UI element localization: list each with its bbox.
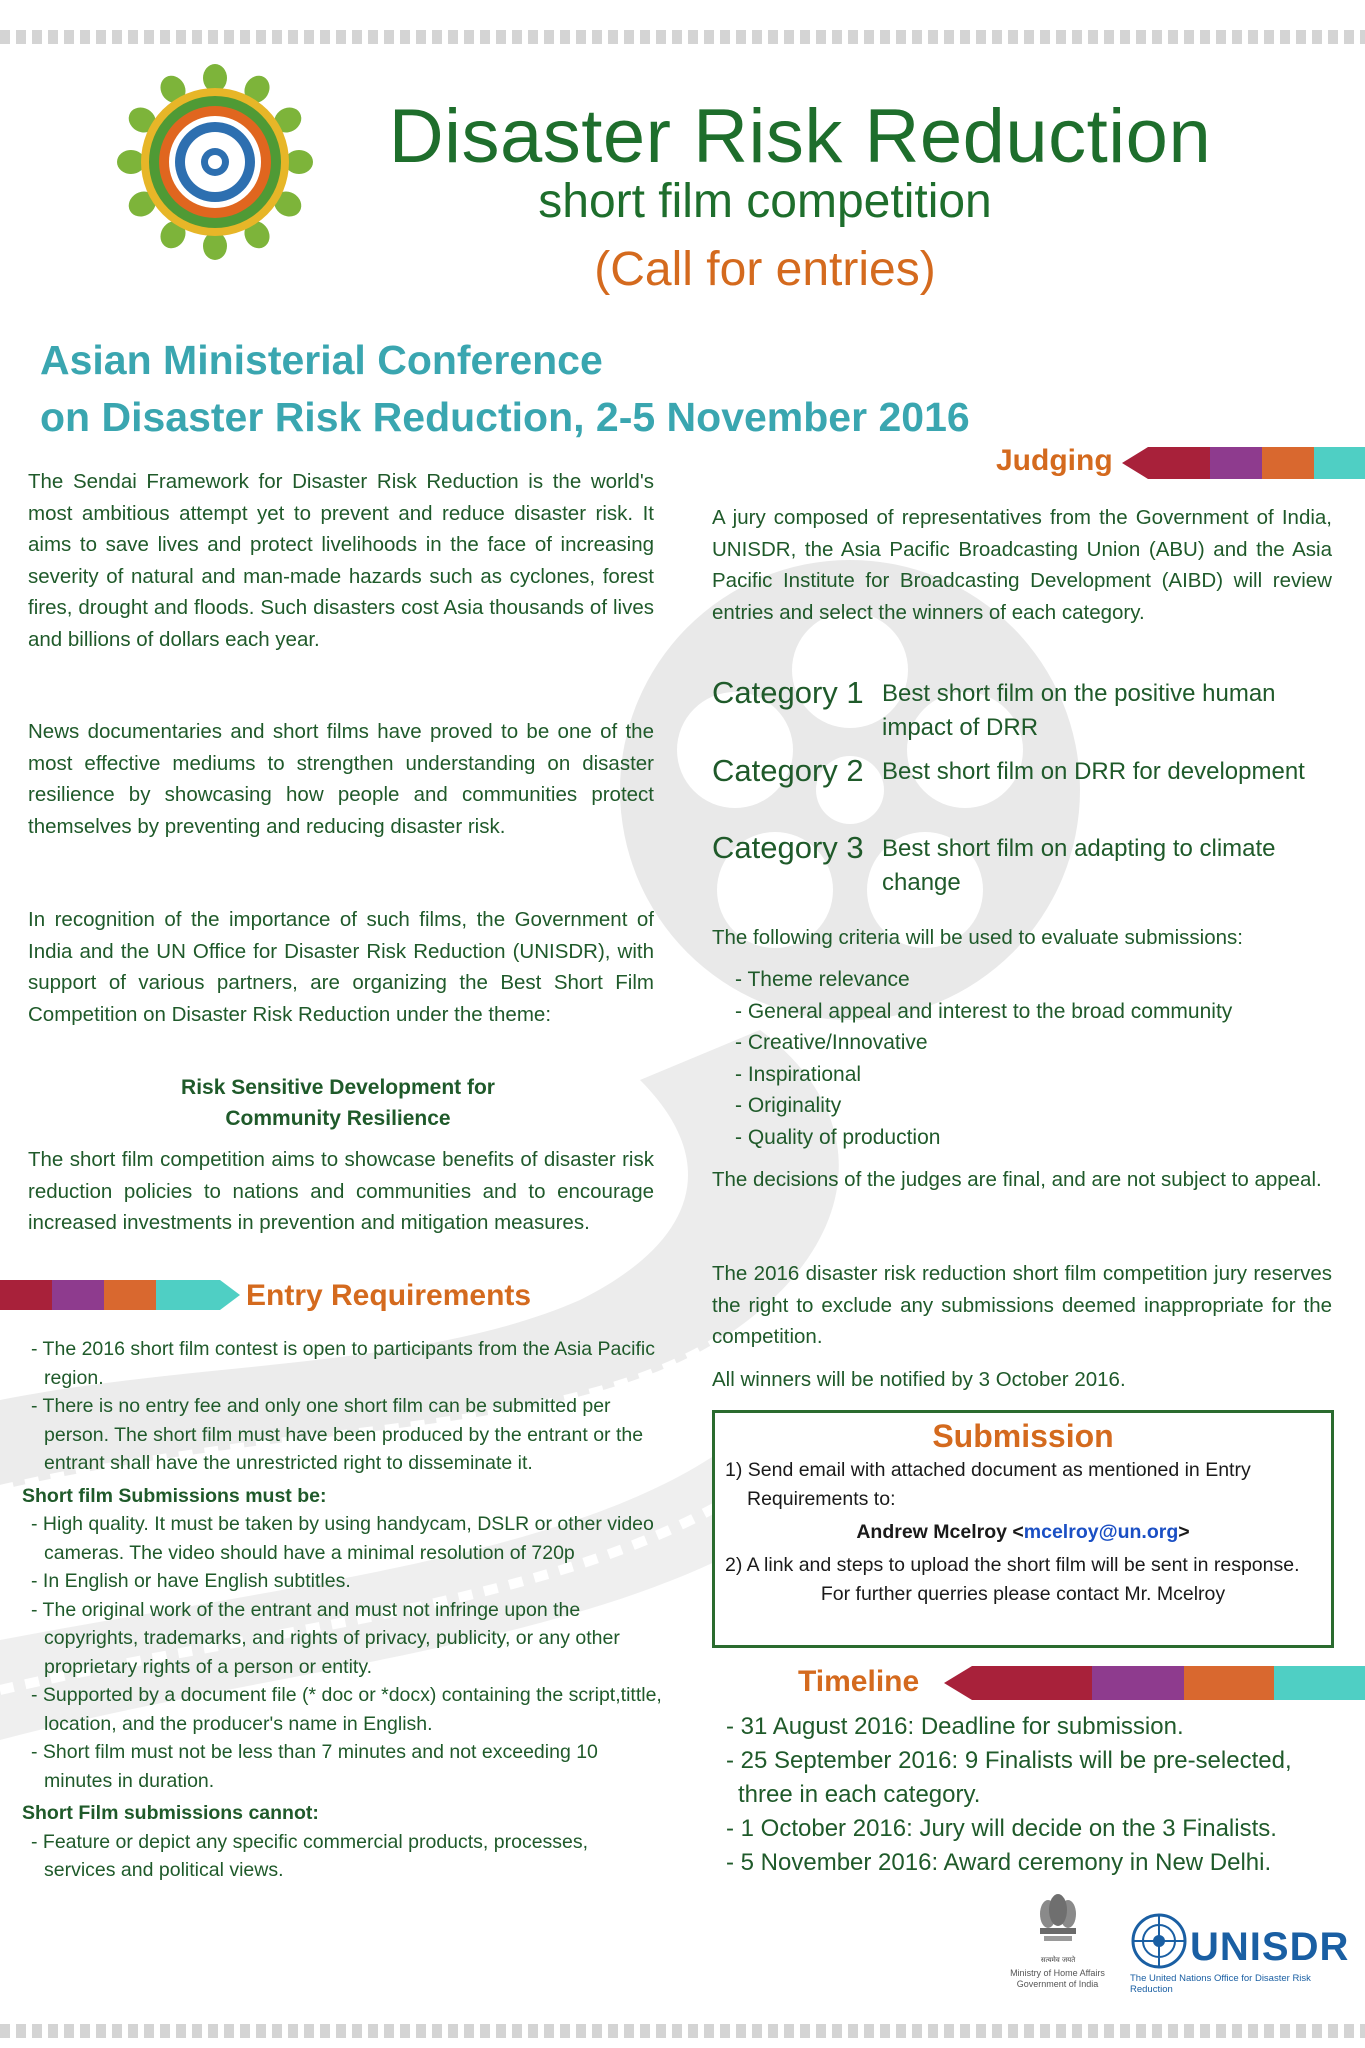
conference-line-1: Asian Ministerial Conference bbox=[40, 337, 603, 383]
intro-paragraph-2: News documentaries and short films have proved to be one of the most effective mediums to strengthen understanding on disaster resilience by showcasing how people and communities protect themselves by preventing and reducing disaster risk. bbox=[28, 720, 654, 838]
conference-line-2: on Disaster Risk Reduction, 2-5 November 2016 bbox=[40, 394, 970, 440]
ribbon-seg bbox=[52, 1280, 104, 1310]
page-subtitle: short film competition bbox=[538, 175, 992, 228]
ribbon-seg bbox=[0, 1280, 52, 1310]
ribbon-arrow bbox=[156, 1280, 240, 1310]
winners-notified-note: All winners will be notified by 3 October 2016. bbox=[712, 1368, 1126, 1391]
drr-emblem-logo bbox=[115, 62, 315, 262]
submission-heading: Submission bbox=[932, 1418, 1114, 1454]
category-label: Category 3 bbox=[712, 830, 864, 865]
judging-heading: Judging bbox=[996, 444, 1113, 477]
intro-paragraph-3: In recognition of the importance of such films, the Government of India and the UN Office for Disaster Risk Reduction (UNISDR), with support of various partners, are organizing the Best Short Film Competition on Disaster Risk Reduction under the theme: bbox=[28, 908, 654, 1026]
must-be-heading: Short film Submissions must be: bbox=[22, 1484, 327, 1507]
criteria-intro: The following criteria will be used to evaluate submissions: bbox=[712, 926, 1243, 949]
goi-line-2: Government of India bbox=[1016, 1979, 1099, 1989]
criteria-list bbox=[735, 964, 1335, 1153]
cannot-heading: Short Film submissions cannot: bbox=[22, 1802, 319, 1824]
theme-line-2: Community Resilience bbox=[225, 1107, 451, 1130]
category-label: Category 2 bbox=[712, 753, 864, 788]
list-item: - High quality. It must be taken by using handycam, DSLR or other video cameras. The video should have a minimal resolution of 720p bbox=[31, 1513, 654, 1564]
government-emblem-logo bbox=[1030, 1892, 1086, 1952]
category-desc: Best short film on the positive human impact of DRR bbox=[882, 680, 1276, 741]
call-for-entries: (Call for entries) bbox=[594, 243, 936, 296]
list-item: - There is no entry fee and only one short film can be submitted per person. The short film must have been produced by the entrant or the entrant shall have the unrestricted right to disseminate it. bbox=[31, 1395, 644, 1474]
goi-line-1: Ministry of Home Affairs bbox=[1010, 1968, 1105, 1978]
ribbon-seg bbox=[1314, 447, 1365, 479]
list-item: - Short film must not be less than 7 minutes and not exceeding 10 minutes in duration. bbox=[31, 1741, 598, 1792]
intro-paragraph-1: The Sendai Framework for Disaster Risk Reduction is the world's most ambitious attempt yet to prevent and reduce disaster risk. It aims to save lives and protect livelihoods in the face of increasing severity of natural and man-made hazards such as cyclones, forest fires, drought and floods. Such disasters cost Asia thousands of lives and billions of dollars each year. bbox=[28, 470, 654, 651]
list-item: - In English or have English subtitles. bbox=[31, 1570, 351, 1592]
unisdr-caption: The United Nations Office for Disaster Risk Reduction bbox=[1130, 1973, 1311, 1995]
submission-step-2: 2) A link and steps to upload the short film will be sent in response. bbox=[725, 1554, 1300, 1576]
ribbon-seg bbox=[104, 1280, 156, 1310]
timeline-heading: Timeline bbox=[798, 1665, 920, 1698]
criteria-item: - General appeal and interest to the broad community bbox=[735, 999, 1233, 1023]
category-row bbox=[712, 829, 1352, 907]
ribbon-seg bbox=[1210, 447, 1262, 479]
list-item: - The original work of the entrant and must not infringe upon the copyrights, trademarks, and rights of privacy, publicity, or any other proprietary rights of a person or entity. bbox=[31, 1598, 620, 1678]
contact-close: > bbox=[1178, 1521, 1190, 1543]
theme-statement bbox=[28, 1072, 648, 1134]
criteria-item: - Creative/Innovative bbox=[735, 1031, 928, 1054]
category-label: Category 1 bbox=[712, 675, 864, 710]
judging-intro: A jury composed of representatives from the Government of India, UNISDR, the Asia Pacific Broadcasting Union (ABU) and the Asia Pacific Institute for Broadcasting Development (AIBD) will review entries and select the winners of each category. bbox=[712, 506, 1332, 624]
ribbon-seg bbox=[1274, 1666, 1365, 1700]
judging-ribbon bbox=[1122, 447, 1365, 479]
ribbon-arrow bbox=[1122, 447, 1210, 479]
theme-line-1: Risk Sensitive Development for bbox=[181, 1076, 495, 1099]
timeline-item: - 25 September 2016: 9 Finalists will be pre-selected, three in each category. bbox=[726, 1747, 1292, 1808]
list-item: - Feature or depict any specific commercial products, processes, services and political views. bbox=[31, 1830, 589, 1881]
list-item: - The 2016 short film contest is open to participants from the Asia Pacific region. bbox=[31, 1338, 655, 1389]
criteria-item: - Quality of production bbox=[735, 1125, 941, 1149]
list-item: - Supported by a document file (* doc or *docx) containing the script,tittle, location, and the producer's name in English. bbox=[31, 1684, 662, 1735]
category-row bbox=[712, 674, 1352, 752]
judges-final-note: The decisions of the judges are final, and are not subject to appeal. bbox=[712, 1168, 1322, 1191]
conference-heading bbox=[40, 332, 1040, 446]
category-desc: Best short film on adapting to climate change bbox=[882, 835, 1276, 896]
category-desc: Best short film on DRR for development bbox=[882, 758, 1305, 785]
entry-requirements-list bbox=[22, 1335, 662, 1885]
un-globe-icon bbox=[1130, 1912, 1188, 1970]
timeline-item: - 1 October 2016: Jury will decide on the 3 Finalists. bbox=[726, 1815, 1277, 1842]
submission-further: For further querries please contact Mr. Mcelroy bbox=[820, 1583, 1226, 1605]
ribbon-seg bbox=[1262, 447, 1314, 479]
submission-box bbox=[712, 1410, 1334, 1648]
entry-ribbon bbox=[0, 1280, 240, 1310]
timeline-ribbon bbox=[944, 1666, 1365, 1700]
criteria-item: - Theme relevance bbox=[735, 968, 910, 991]
ribbon-seg bbox=[1092, 1666, 1184, 1700]
timeline-list bbox=[720, 1710, 1350, 1880]
page-title: Disaster Risk Reduction bbox=[388, 94, 1212, 179]
timeline-item: - 31 August 2016: Deadline for submission. bbox=[726, 1713, 1184, 1740]
intro-paragraph-4: The short film competition aims to showcase benefits of disaster risk reduction policies to nations and communities and to encourage increased investments in prevention and mitigation measures. bbox=[28, 1148, 654, 1234]
government-caption bbox=[990, 1968, 1125, 1990]
categories-list bbox=[712, 674, 1352, 907]
ribbon-seg bbox=[1184, 1666, 1274, 1700]
contact-email-link[interactable]: mcelroy@un.org bbox=[1023, 1521, 1179, 1543]
entry-requirements-heading: Entry Requirements bbox=[246, 1279, 532, 1312]
government-emblem-script: सत्यमेव जयते bbox=[1040, 1956, 1076, 1964]
ribbon-arrow bbox=[944, 1666, 1092, 1700]
criteria-item: - Inspirational bbox=[735, 1062, 862, 1086]
submission-step-1b: Requirements to: bbox=[747, 1488, 896, 1510]
submission-contact bbox=[715, 1518, 1331, 1547]
submission-step-1a: 1) Send email with attached document as mentioned in Entry bbox=[725, 1459, 1251, 1481]
top-border bbox=[0, 30, 1365, 44]
jury-reserves-note: The 2016 disaster risk reduction short film competition jury reserves the right to exclude any submissions deemed inappropriate for the competition. bbox=[712, 1262, 1332, 1348]
contact-name: Andrew Mcelroy < bbox=[856, 1521, 1024, 1543]
unisdr-wordmark: UNISDR bbox=[1190, 1925, 1350, 1969]
criteria-item: - Originality bbox=[735, 1094, 842, 1117]
timeline-item: - 5 November 2016: Award ceremony in New Delhi. bbox=[726, 1849, 1272, 1876]
category-row bbox=[712, 752, 1352, 829]
bottom-border bbox=[0, 2024, 1365, 2038]
